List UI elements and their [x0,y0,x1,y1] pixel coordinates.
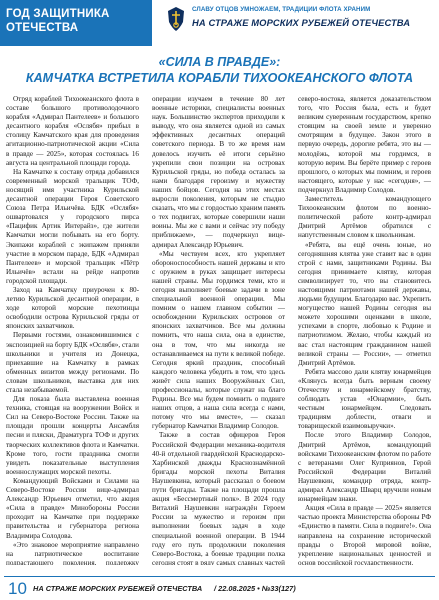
footer-divider [4,576,435,577]
rubric-banner [0,0,152,46]
paragraph: Заход на Камчатку приурочен к 80-летию Курильской десантной операции, в ходе которой морские пехотинцы освободили острова Курильской гряды от японских захватчиков. [6,285,139,331]
article-column-3 [298,95,431,565]
article-column-1 [6,95,139,565]
article-headline: КАМЧАТКА ВСТРЕТИЛА КОРАБЛИ ТИХООКЕАНСКОГО ФЛОТА [25,71,414,85]
page-footer [0,578,439,600]
footer-issue: / 22.08.2025 • №33(127) [214,584,296,593]
paragraph: операции изучаем в течение 80 лет военные историки, специалисты военных наук. Большинство экспертов приходили к выводу, что она является одной из самых эффективных десантных операций советского периода. В то же время нам довелось изучить её итоги серьёзно укрепили свои позиции на островах Курильской гряды, но победа осталась за нами благодаря героизму и мужеству наших бойцов. Сегодня на этих местах выросли поколения, которым не стыдно сказать, что мы с гордостью храним память о тех подвигах, которые совершили наши воины. Мы же с вами и сейчас эту победу приближаем», — подчеркнул вице-адмирал Александр Юрьевич. [152,95,285,249]
footer-masthead: НА СТРАЖЕ МОРСКИХ РУБЕЖЕЙ ОТЕЧЕСТВА [33,584,203,593]
rubric-line-1: ГОД ЗАЩИТНИКА [6,8,110,20]
paragraph: северо-востока, является доказательством того, что Россия была, есть и будет великим суверенным государством, крепко стоящим на своей земле и уверенно смотрящим в будущее. Закон этого в первую очередь, дорогие ребята, это вы — молодёжь, которой мы гордимся, в которую верим. Вы берёте пример с героев прошлого, о которых мы помним, и героев настоящего, которые у нас «сегодня», — подчеркнул Владимир Солодов. [298,95,431,194]
paragraph: «Мы чествуем всех, кто укрепляет обороноспособность нашей державы и кто с оружием в руках защищает интересы нашей страны. Мы гордимся теми, кто и сегодня выполняет боевые задачи в зоне специальной военной операции. Мы помним о нашем главном событии — освобождении Курильских островов от японских захватчиков. Все мы должны помнить, что наша сила, она в единстве, она в том, что мы никогда не останавливаемся на пути к великой победе. Сегодня яркий праздник, способный каждого человека убедить в том, что здесь живёт сила наших Вооружённых Сил, профессионалы, которые служат на благо Родины. Все мы будем помнить о подвиге наших отцов, а наша сила всегда с нами, потому что мы вместе», — сказал губернатор Камчатки Владимир Солодов. [152,249,285,431]
paragraph: Ребята массово дали клятву юнармейцев «Клянусь всегда быть верным своему Отечеству и юнармейскому братству, соблюдать устав «Юнармии», быть честным юнармейцем. Следовать традициям доблести, отваги и товарищеской взаимовыручки». [298,367,431,431]
paragraph: После этого Владимир Солодов, Дмитрий Артёмов, командующий войсками Тихоокеанским флотом по работе с ветеранами Олег Куприянов, Герой Российской Федерации Виталий Наушевкин, командир отряда, контр-адмирал Александр Шварц вручили новым юнармейцам знаки. [298,431,431,504]
page-number: 10 [8,579,27,598]
paragraph: Командующий Войсками и Силами на Северо-Востоке России вице-адмирал Александр Юрьевич отметил, что акция «Сила в правде» Минобороны России проходит на Камчатке при поддержке правительства и губернатора региона Владимира Солодова. [6,476,139,540]
paragraph: Отряд кораблей Тихоокеанского флота в составе большого противолодочного корабля «Адмирал Пантелеев» и большого десантного корабля «Ослябя» прибыл в столицу Камчатского края для проведения агитационно-патриотической акции «Сила в правде — 2025», которая состоялась 16 августа на центральной площади города. [6,95,139,167]
paragraph: Заместитель командующего Тихоокеанским флотом по военно-политической работе контр-адмирал Дмитрий Артёмов обратился с напутственным словом к школьникам. [298,195,431,240]
paragraph: Акция «Сила в правде — 2025» является частью проекта Министерства обороны РФ «Единство в памяти. Сила в подвиге!». Она направлена на сохранение исторической правды о Второй мировой войне, укрепление национальных ценностей и основ российской государственности. [298,504,431,565]
paragraph: «Ребята, вы ещё очень юные, но сегодняшняя клятва уже ставит вас в один строй с нами, защитниками Родины. Вы сегодня принимаете клятву, которая символизирует то, что вы становитесь настоящими патриотами нашей державы, людьми будущим. Благодарю вас. Укрепить могущество нашей Родины сегодня вы можете хорошими оценками в школе, успехами в спорте, любовью к Родине и патриотизмом. Желаю, чтобы каждый из вас стал настоящим гражданином нашей великой страны — России», — отметил Дмитрий Артёмов. [298,240,431,367]
page-header [0,0,439,46]
paragraph: «Это знаковое мероприятие направлено на патриотическое воспитание подрастающего поколения, поддержку [6,540,139,565]
paragraph: На Камчатке к составу отряда добавился современный морской тральщик ТОФ, носящий имя участника Курильской десантной операции Героя Советского Союза Петра Ильичёва. БДК «Ослябя» ошвартовался у городского пирса «Пацифик Артик Интерайз», где жители Камчатки могли побывать на его борту. Экипажи кораблей с экипажем приняли участие в морском параде, БДК «Адмирал Пантелеев» и морской тральщик «Пётр Ильичёв» встали на рейде напротив городской площади. [6,167,139,285]
newspaper-masthead: НА СТРАЖЕ МОРСКИХ РУБЕЖЕЙ ОТЕЧЕСТВА [192,17,411,28]
newspaper-motto: СЛАВУ ОТЦОВ УМНОЖАЕМ, ТРАДИЦИИ ФЛОТА ХРАНИМ [192,6,371,13]
naval-emblem-icon [166,6,186,32]
paragraph: Для показа была выставлена военная техника, стоящая на вооружении Войск и Сил на Северо-Востоке России. Также на площади прошли концерты Ансамбля песни и пляски, Драматурга ТОФ и других творческих коллективов флота и Камчатки. Кроме того, гости праздника смогли увидеть показательные выступления военнослужащих морской пехоты. [6,395,139,476]
paragraph: Также в состав офицеров Героя Российской Федерации механика-водителя 40-й отдельной гвардейской Краснодарско-Харбинской дважды Краснознамённой бригады морской пехоты Виталия Наушевкина, который рассказал о боевом пути бригады. Также на площади прошла акция «Бессмертный полк». В 2024 году Виталий Наушевкин награждён Героем России за мужество и героизм при выполнении боевых задач в ходе специальной военной операции. В 1944 году его путь продолжили поколения Северо-Востока, а боевые традиции полка сегодня стоят в ряду самых славных частей [152,431,285,565]
article-kicker: «СИЛА В ПРАВДЕ»: [158,55,281,69]
article-column-2 [152,95,285,565]
rubric-line-2: ОТЕЧЕСТВА [6,22,79,34]
paragraph: Первыми гостями, ознакомившимися с экспозицией на борту БДК «Ослябя», стали школьники и учителя из Донецка, приехавшие на Камчатку в рамках обменных визитов между регионами. По словам школьников, выставка для них стала незабываемой. [6,331,139,394]
